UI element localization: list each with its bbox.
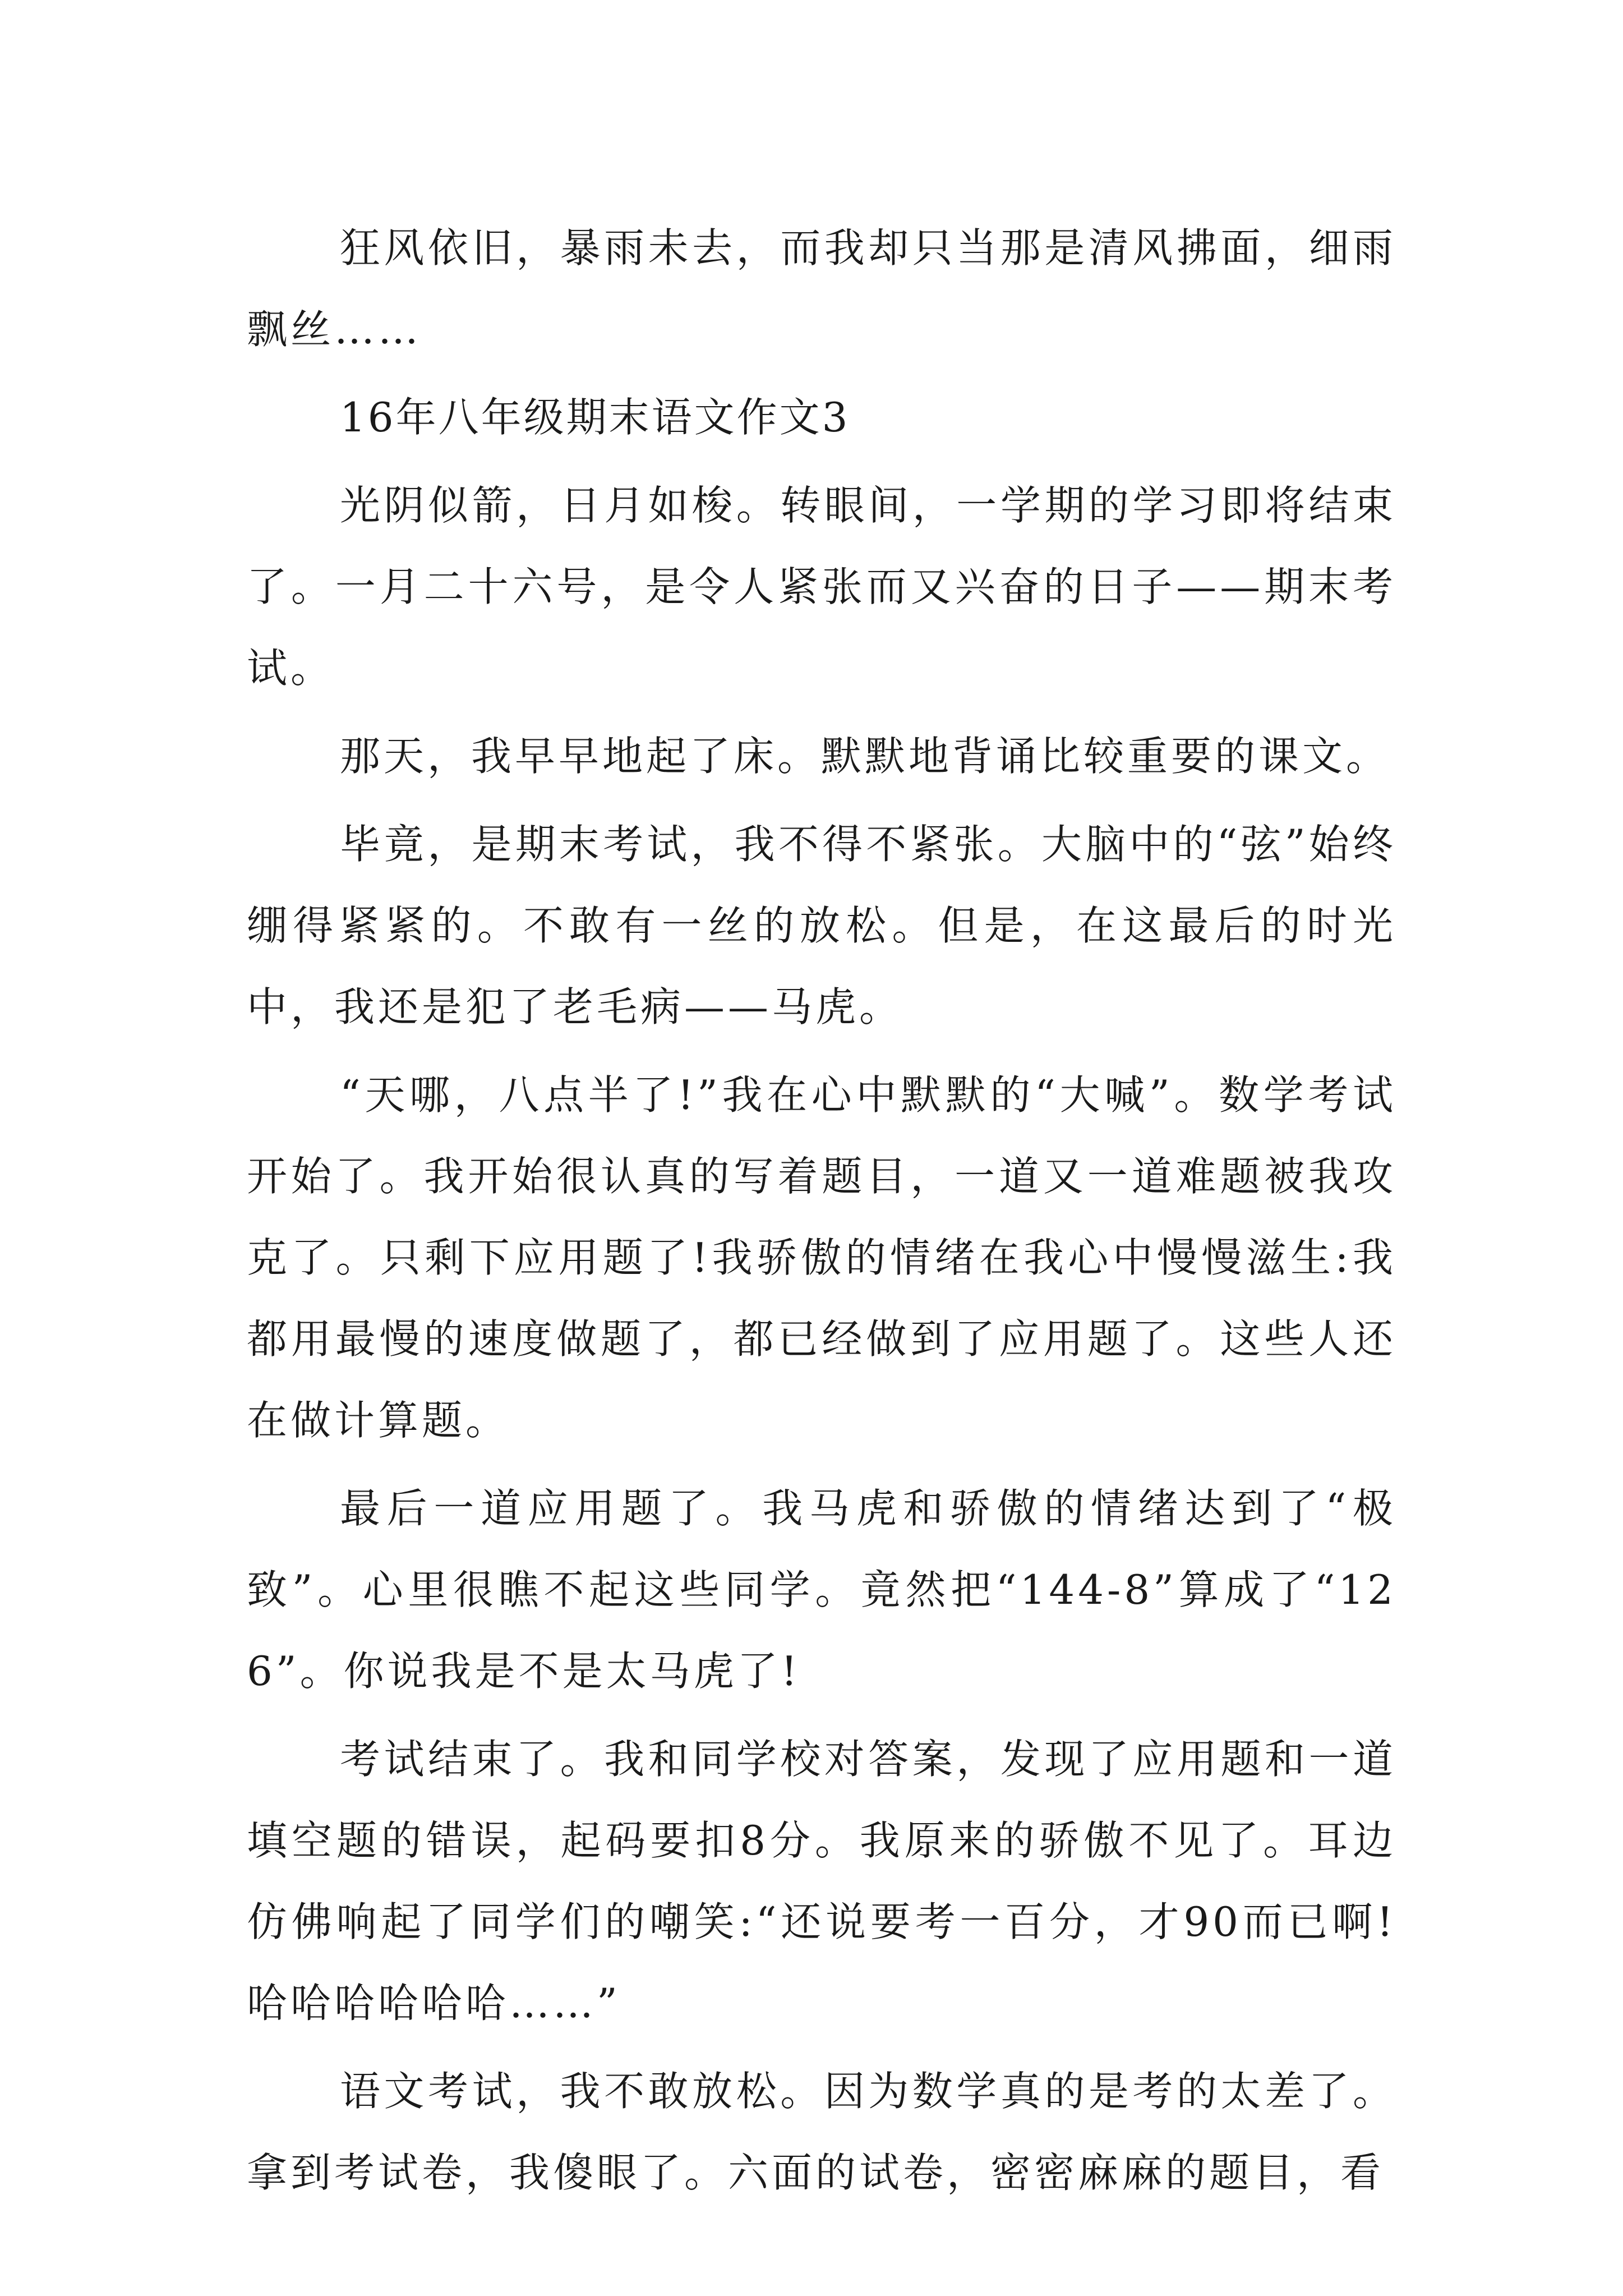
paragraph-morning: 那天，我早早地起了床。默默地背诵比较重要的课文。 xyxy=(340,733,1390,780)
paragraph-last-question: 最后一道应用题了。我马虎和骄傲的情绪达到了“极致”。心里很瞧不起这些同学。竟然把“144-8”算成了“126”。你说我是不是太马虎了! xyxy=(247,1485,1396,1695)
paragraph-intro: 光阴似箭，日月如梭。转眼间，一学期的学习即将结束了。一月二十六号，是令人紧张而又兴奋的日子——期末考试。 xyxy=(247,482,1396,692)
paragraph-exam-end: 考试结束了。我和同学校对答案，发现了应用题和一道填空题的错误，起码要扣8分。我原来的骄傲不见了。耳边仿佛响起了同学们的嘲笑:“还说要考一百分，才90而已啊!哈哈哈哈哈哈……” xyxy=(247,1736,1396,2027)
paragraph-chinese-exam: 语文考试，我不敢放松。因为数学真的是考的太差了。拿到考试卷，我傻眼了。六面的试卷，密密麻麻的题目，看 xyxy=(247,2068,1396,2196)
paragraph-nervous: 毕竟，是期末考试，我不得不紧张。大脑中的“弦”始终绷得紧紧的。不敢有一丝的放松。但是，在这最后的时光中，我还是犯了老毛病——马虎。 xyxy=(247,821,1396,1030)
paragraph-math-exam: “天哪，八点半了!”我在心中默默的“大喊”。数学考试开始了。我开始很认真的写着题目，一道又一道难题被我攻克了。只剩下应用题了!我骄傲的情绪在我心中慢慢滋生:我都用最慢的速度做题了，都已经做到了应用题了。这些人还在做计算题。 xyxy=(247,1071,1396,1444)
document-body xyxy=(247,208,1396,2220)
paragraph-storm: 狂风依旧，暴雨未去，而我却只当那是清风拂面，细雨飘丝…… xyxy=(247,224,1396,353)
essay-title: 16年八年级期末语文作文3 xyxy=(340,394,850,441)
